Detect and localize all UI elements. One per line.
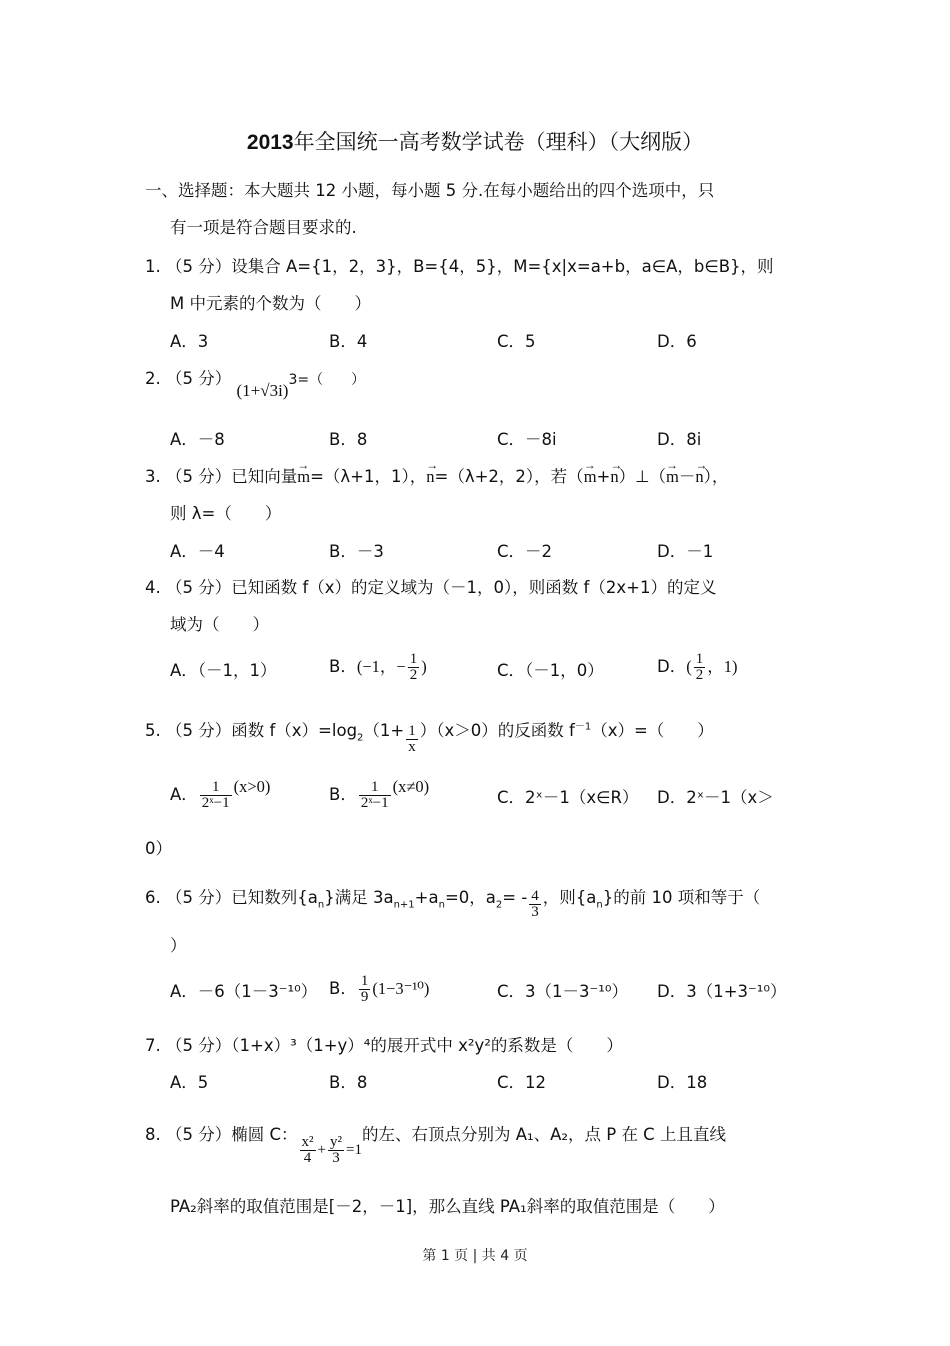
option-c: C．（－1，0）	[497, 661, 604, 680]
question-1-text: 1. （5 分）设集合 A={1，2，3}，B={4，5}，M={x|x=a+b，a∈A，b∈B}，则	[145, 257, 774, 276]
question-3-text-cont: 则 λ=（ ）	[170, 504, 282, 523]
option-d: D．( $\frac{1}{2}$ ，1)	[657, 651, 738, 683]
vector-m: → m	[297, 466, 310, 488]
vector-n: → n	[610, 466, 618, 488]
option-a: A．－6（1－3⁻¹⁰）	[170, 982, 318, 1001]
question-4-text: 4. （5 分）已知函数 f（x）的定义域为（－1，0），则函数 f（2x+1）的定义	[145, 578, 717, 597]
option-b: B．(−1，− $\frac{1}{2}$ )	[329, 651, 427, 683]
option-d: D．18	[657, 1073, 708, 1092]
option-d-wrap: 0）	[145, 839, 172, 858]
option-d: D．－1	[657, 542, 714, 561]
option-b: B． $\frac{1}{\text{2ˣ−1}}$ (x≠0)	[329, 777, 430, 811]
vector-m: → m	[584, 466, 597, 488]
vector-n: → n	[426, 466, 434, 488]
option-a: A．－8	[170, 430, 225, 449]
question-6-text-cont: ）	[170, 936, 187, 955]
section-heading-cont: 有一项是符合题目要求的.	[170, 218, 357, 237]
option-c: C．2ˣ－1（x∈R）	[497, 788, 639, 807]
question-6-text: 6. （5 分）已知数列$\{a_n\}$满足 $3a_{n+1}+a_n=0$，$a_2=$ - $\frac{4}{3}$ ，则$\{a_n\}$的前 10 项和等于（	[145, 888, 761, 920]
vector-m: → m	[666, 466, 679, 488]
option-c: C．－2	[497, 542, 553, 561]
question-3-text: 3. （5 分）已知向量→ m=（λ+1，1），→ n=（λ+2，2），若（→ m+→ n）⊥（→ m－→ n），	[145, 466, 728, 488]
question-1-text-cont: M 中元素的个数为（ ）	[170, 294, 371, 313]
option-a: A．5	[170, 1073, 209, 1092]
option-c: C．5	[497, 332, 536, 351]
option-d: D．8i	[657, 430, 702, 449]
question-8-text: 8. （5 分）椭圆 C： $\frac{\text{x²}}{4}$ + $\frac{\text{y²}}{3}$ =1的左、右顶点分别为 A₁、A₂，点 P 在 C 上且直线	[145, 1124, 726, 1166]
section-heading: 一、选择题：本大题共 12 小题，每小题 5 分.在每小题给出的四个选项中，只	[145, 181, 715, 200]
option-a: A．3	[170, 332, 209, 351]
option-d: D．6	[657, 332, 697, 351]
page-title: 2013年全国统一高考数学试卷（理科）（大纲版）	[246, 130, 704, 154]
question-7-text: 7. （5 分）（1+x）³（1+y）⁴的展开式中 x²y²的系数是（ ）	[145, 1036, 623, 1055]
question-8-text-cont: PA₂斜率的取值范围是[－2，－1]，那么直线 PA₁斜率的取值范围是（ ）	[170, 1197, 725, 1216]
option-a: A．－4	[170, 542, 225, 561]
option-b: B．8	[329, 1073, 368, 1092]
complex-expr: (1+√3i)	[236, 381, 289, 400]
ellipse-equation: $\frac{\text{x²}}{4}$ + $\frac{\text{y²}}{3}$ =1	[301, 1134, 362, 1166]
vector-n: → n	[695, 466, 703, 488]
question-4-text-cont: 域为（ ）	[170, 615, 269, 634]
option-a: A．（－1，1）	[170, 661, 277, 680]
option-d: D．2ˣ－1（x＞	[657, 788, 774, 807]
option-b: B．4	[329, 332, 368, 351]
option-b: B．－3	[329, 542, 384, 561]
option-a: A． $\frac{1}{\text{2ˣ−1}}$ (x>0)	[170, 777, 271, 811]
option-c: C．3（1－3⁻¹⁰）	[497, 982, 628, 1001]
option-b: B．8	[329, 430, 368, 449]
option-d: D．3（1+3⁻¹⁰）	[657, 982, 787, 1001]
option-b: B． $\frac{1}{9}$ (1−3⁻¹⁰)	[329, 973, 430, 1005]
page-footer: 第 1 页 | 共 4 页	[422, 1248, 528, 1264]
question-2-text: 2. （5 分） (1+√3i)3=（ ）	[145, 369, 366, 400]
option-c: C．12	[497, 1073, 547, 1092]
option-c: C．－8i	[497, 430, 557, 449]
question-5-text: 5. （5 分）函数 $f(x)=\log_2(1+$ $\frac{1}{x}$ ）（x＞0）的反函数 $f^{-1}(x)=$（ ）	[145, 721, 714, 755]
